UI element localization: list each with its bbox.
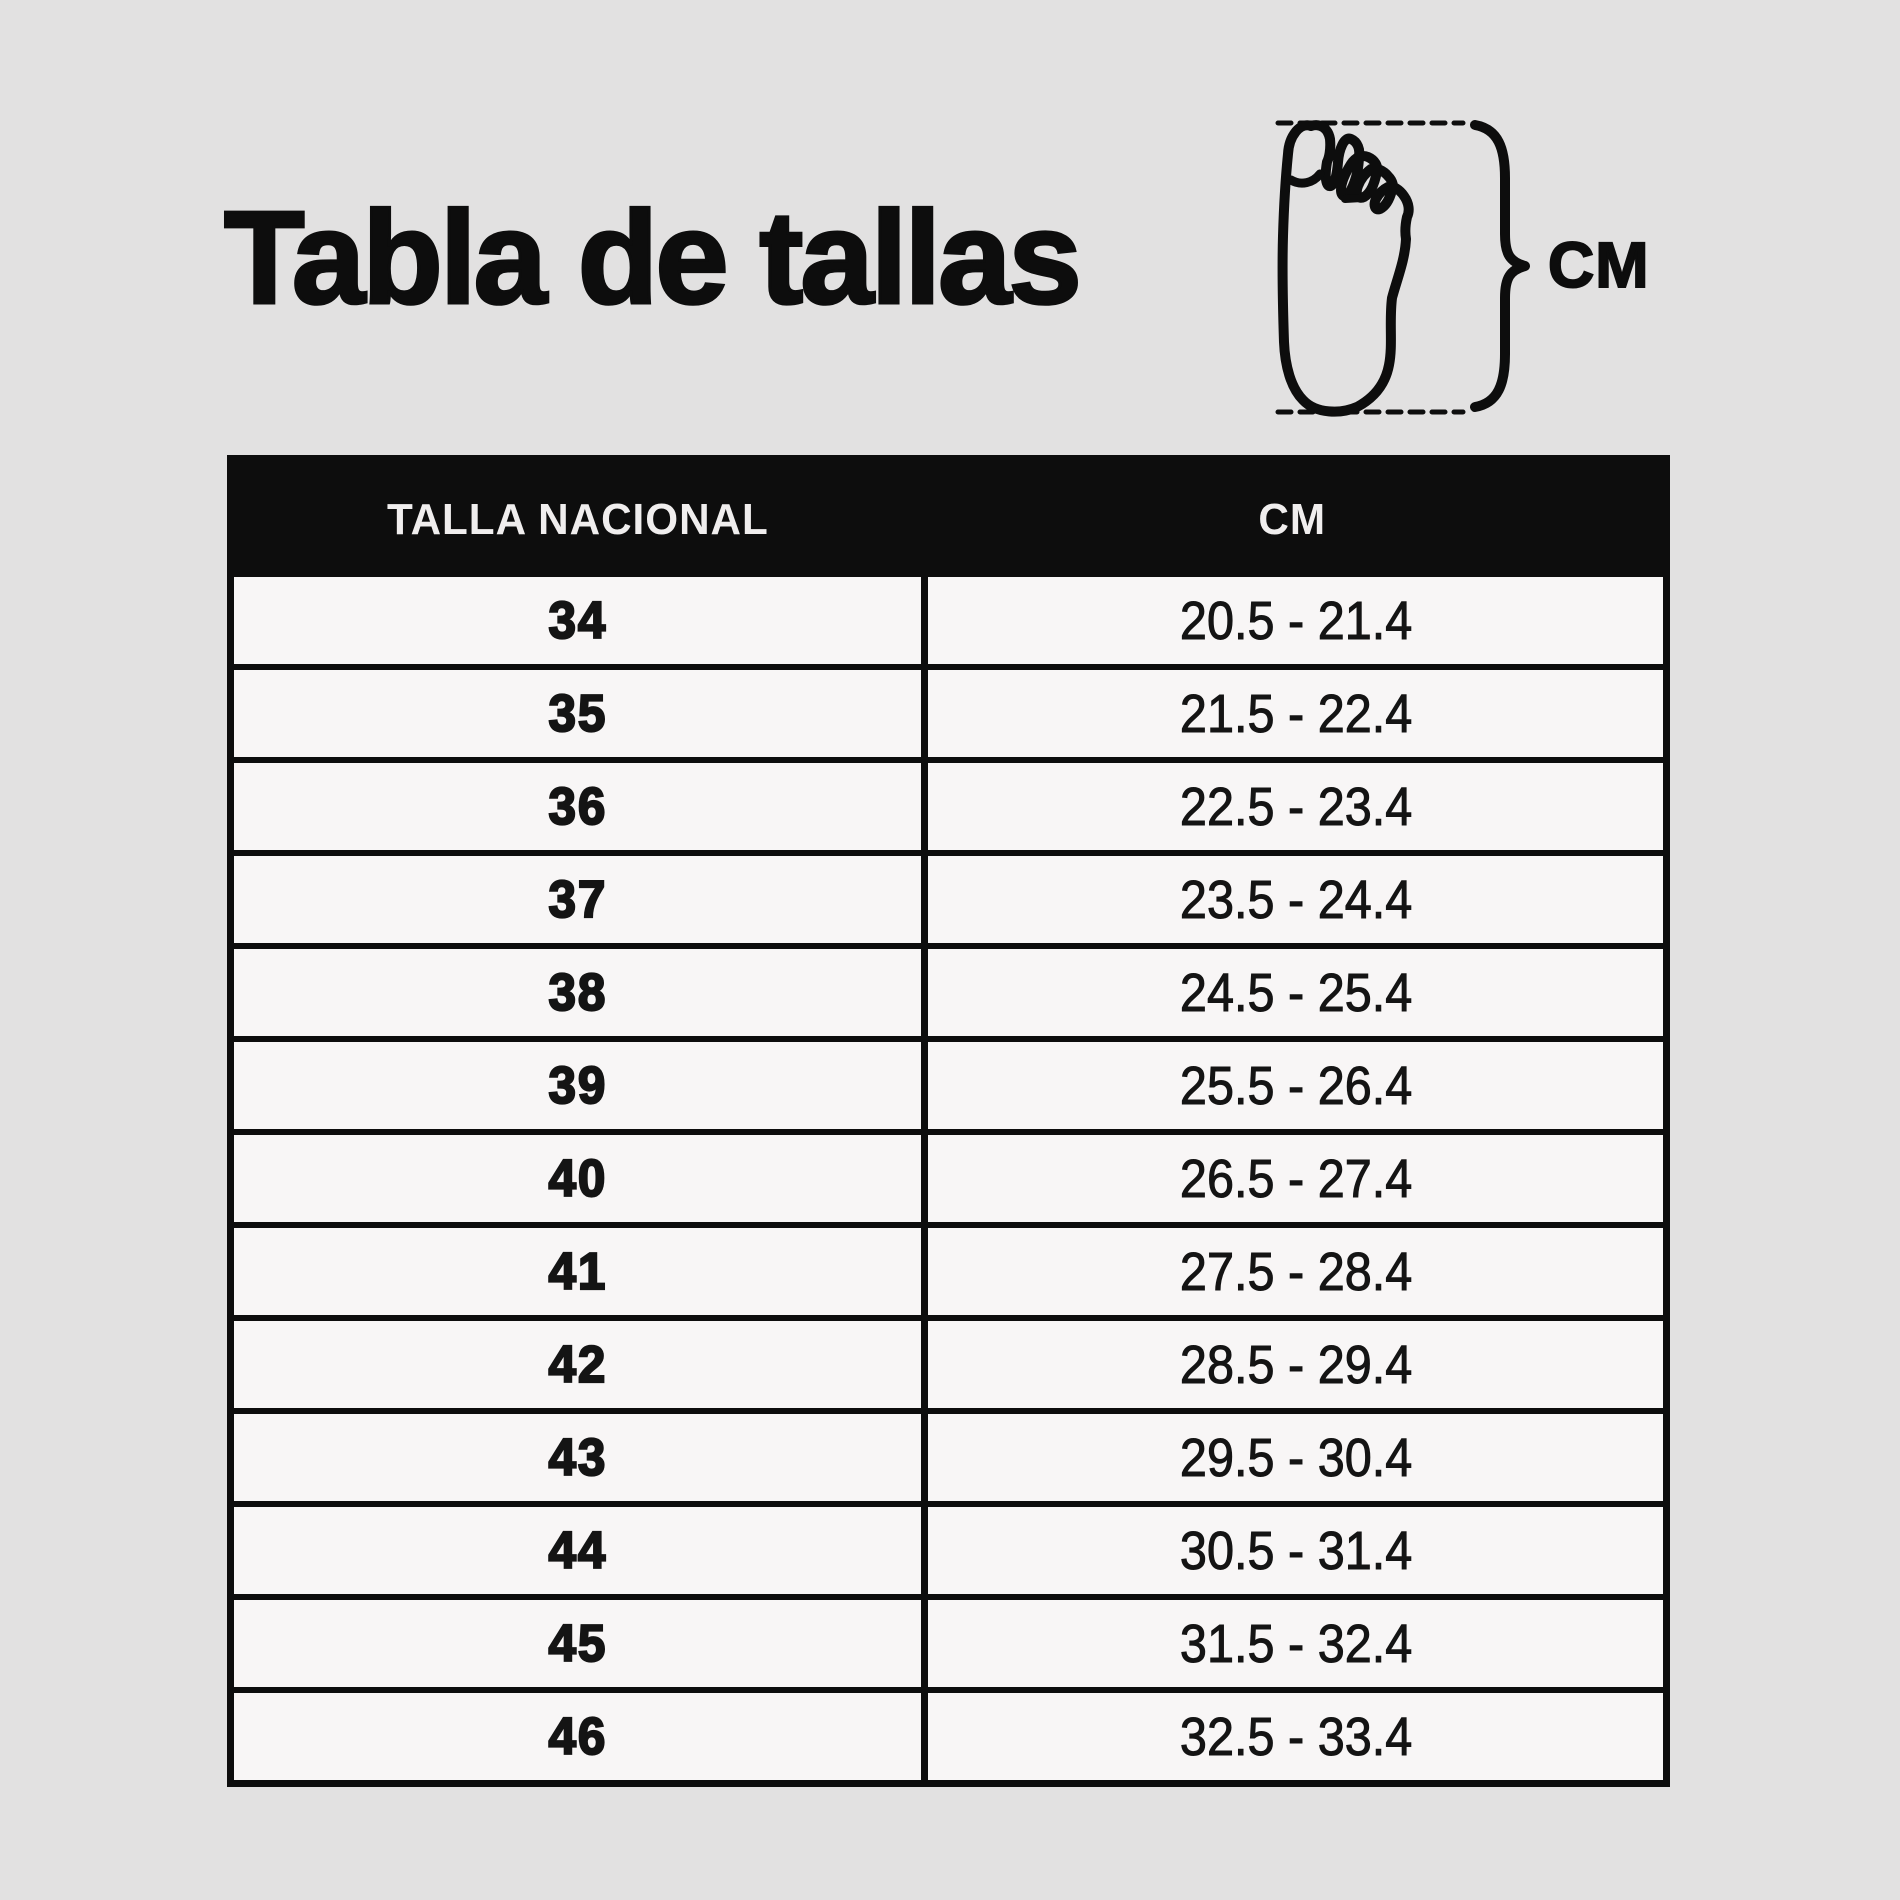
table-row bbox=[234, 577, 1663, 664]
curly-brace bbox=[1475, 125, 1525, 407]
cm-range-cell: 30.5 - 31.4 bbox=[921, 1507, 1663, 1594]
foot-sole-icon bbox=[1283, 125, 1409, 411]
cm-range-cell: 27.5 - 28.4 bbox=[921, 1228, 1663, 1315]
table-row bbox=[234, 1036, 1663, 1129]
size-table bbox=[227, 455, 1670, 1787]
size-cell: 45 bbox=[548, 1614, 608, 1673]
cm-range-cell: 28.5 - 29.4 bbox=[921, 1321, 1663, 1408]
cm-range-cell: 23.5 - 24.4 bbox=[921, 856, 1663, 943]
header-talla-nacional: TALLA NACIONAL bbox=[386, 494, 769, 544]
header-cm: CM bbox=[1258, 494, 1326, 544]
size-cell: 38 bbox=[548, 963, 608, 1022]
cm-range-cell: 24.5 - 25.4 bbox=[921, 949, 1663, 1036]
table-row bbox=[234, 1687, 1663, 1780]
size-cell: 37 bbox=[548, 870, 608, 929]
cm-range-cell: 21.5 - 22.4 bbox=[921, 670, 1663, 757]
table-row bbox=[234, 1129, 1663, 1222]
table-row bbox=[234, 1594, 1663, 1687]
size-cell: 46 bbox=[548, 1707, 608, 1766]
size-cell: 34 bbox=[548, 591, 608, 650]
cm-range-cell: 31.5 - 32.4 bbox=[921, 1600, 1663, 1687]
table-row bbox=[234, 1501, 1663, 1594]
cm-range-cell: 22.5 - 23.4 bbox=[921, 763, 1663, 850]
table-row bbox=[234, 757, 1663, 850]
table-row bbox=[234, 1315, 1663, 1408]
table-row bbox=[234, 1408, 1663, 1501]
cm-range-cell: 32.5 - 33.4 bbox=[921, 1693, 1663, 1780]
size-cell: 35 bbox=[548, 684, 608, 743]
size-table-header bbox=[234, 462, 1663, 577]
size-cell: 44 bbox=[548, 1521, 608, 1580]
size-cell: 42 bbox=[548, 1335, 608, 1394]
cm-unit-label: CM bbox=[1548, 229, 1650, 301]
size-table-body bbox=[234, 577, 1663, 1780]
size-cell: 39 bbox=[548, 1056, 608, 1115]
table-row bbox=[234, 850, 1663, 943]
cm-range-cell: 20.5 - 21.4 bbox=[921, 577, 1663, 664]
page-title: Tabla de tallas bbox=[224, 184, 1079, 331]
table-row bbox=[234, 664, 1663, 757]
size-cell: 40 bbox=[548, 1149, 608, 1208]
cm-range-cell: 29.5 - 30.4 bbox=[921, 1414, 1663, 1501]
size-cell: 36 bbox=[548, 777, 608, 836]
table-row bbox=[234, 943, 1663, 1036]
cm-range-cell: 25.5 - 26.4 bbox=[921, 1042, 1663, 1129]
table-row bbox=[234, 1222, 1663, 1315]
size-cell: 43 bbox=[548, 1428, 608, 1487]
cm-range-cell: 26.5 - 27.4 bbox=[921, 1135, 1663, 1222]
size-cell: 41 bbox=[548, 1242, 608, 1301]
